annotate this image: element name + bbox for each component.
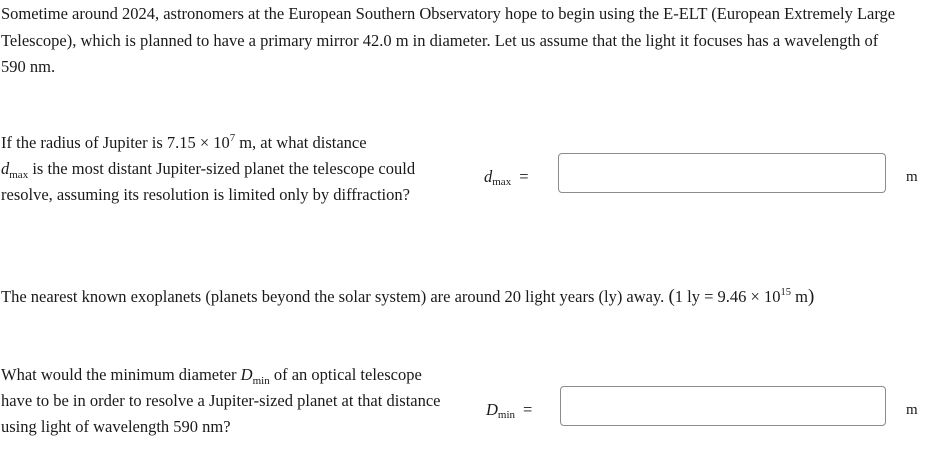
q1-prefix: If the radius of Jupiter is 7.15 × 10 [1,133,230,152]
q1-variable: $d_{max}$ [1,159,29,181]
q1-after-exponent: m, at what distance [235,133,367,152]
answer-2-unit: m [906,402,918,418]
problem-intro: Sometime around 2024, astronomers at the European Southern Observatory hope to begin using the E-ELT (European Extremely Large Telescope), which is planned to have a primary mirror 42.0 m in diameter. Let us assume that the light it focuses has a wavelength of 590 nm. [1,4,896,76]
q2-variable: $D_{min}$ [240,365,270,387]
answer-2-label: $D_{min}$ = [486,400,533,421]
q2-rest: of an optical telescope have to be in order to resolve a Jupiter-sized planet at that distance using light of wavelength 590 nm? [1,365,441,436]
d-max-answer-input[interactable] [558,153,886,193]
d-min-answer-input[interactable] [560,386,886,426]
answer-1-unit: m [906,169,918,185]
exoplanet-note: The nearest known exoplanets (planets beyond the solar system) are around 20 light years (ly) away. (1 ly = $9.46 \times 10^{15}$ m) [1,286,815,307]
question-2-text [1,362,451,440]
q2-prefix: What would the minimum diameter [1,365,241,384]
q1-exponent: 7 [229,133,236,144]
answer-1-label: $d_{max}$ = [484,167,529,188]
q1-rest: is the most distant Jupiter-sized planet the telescope could resolve, assuming its resolution is limited only by diffraction? [1,159,416,204]
question-1-text [1,130,421,208]
